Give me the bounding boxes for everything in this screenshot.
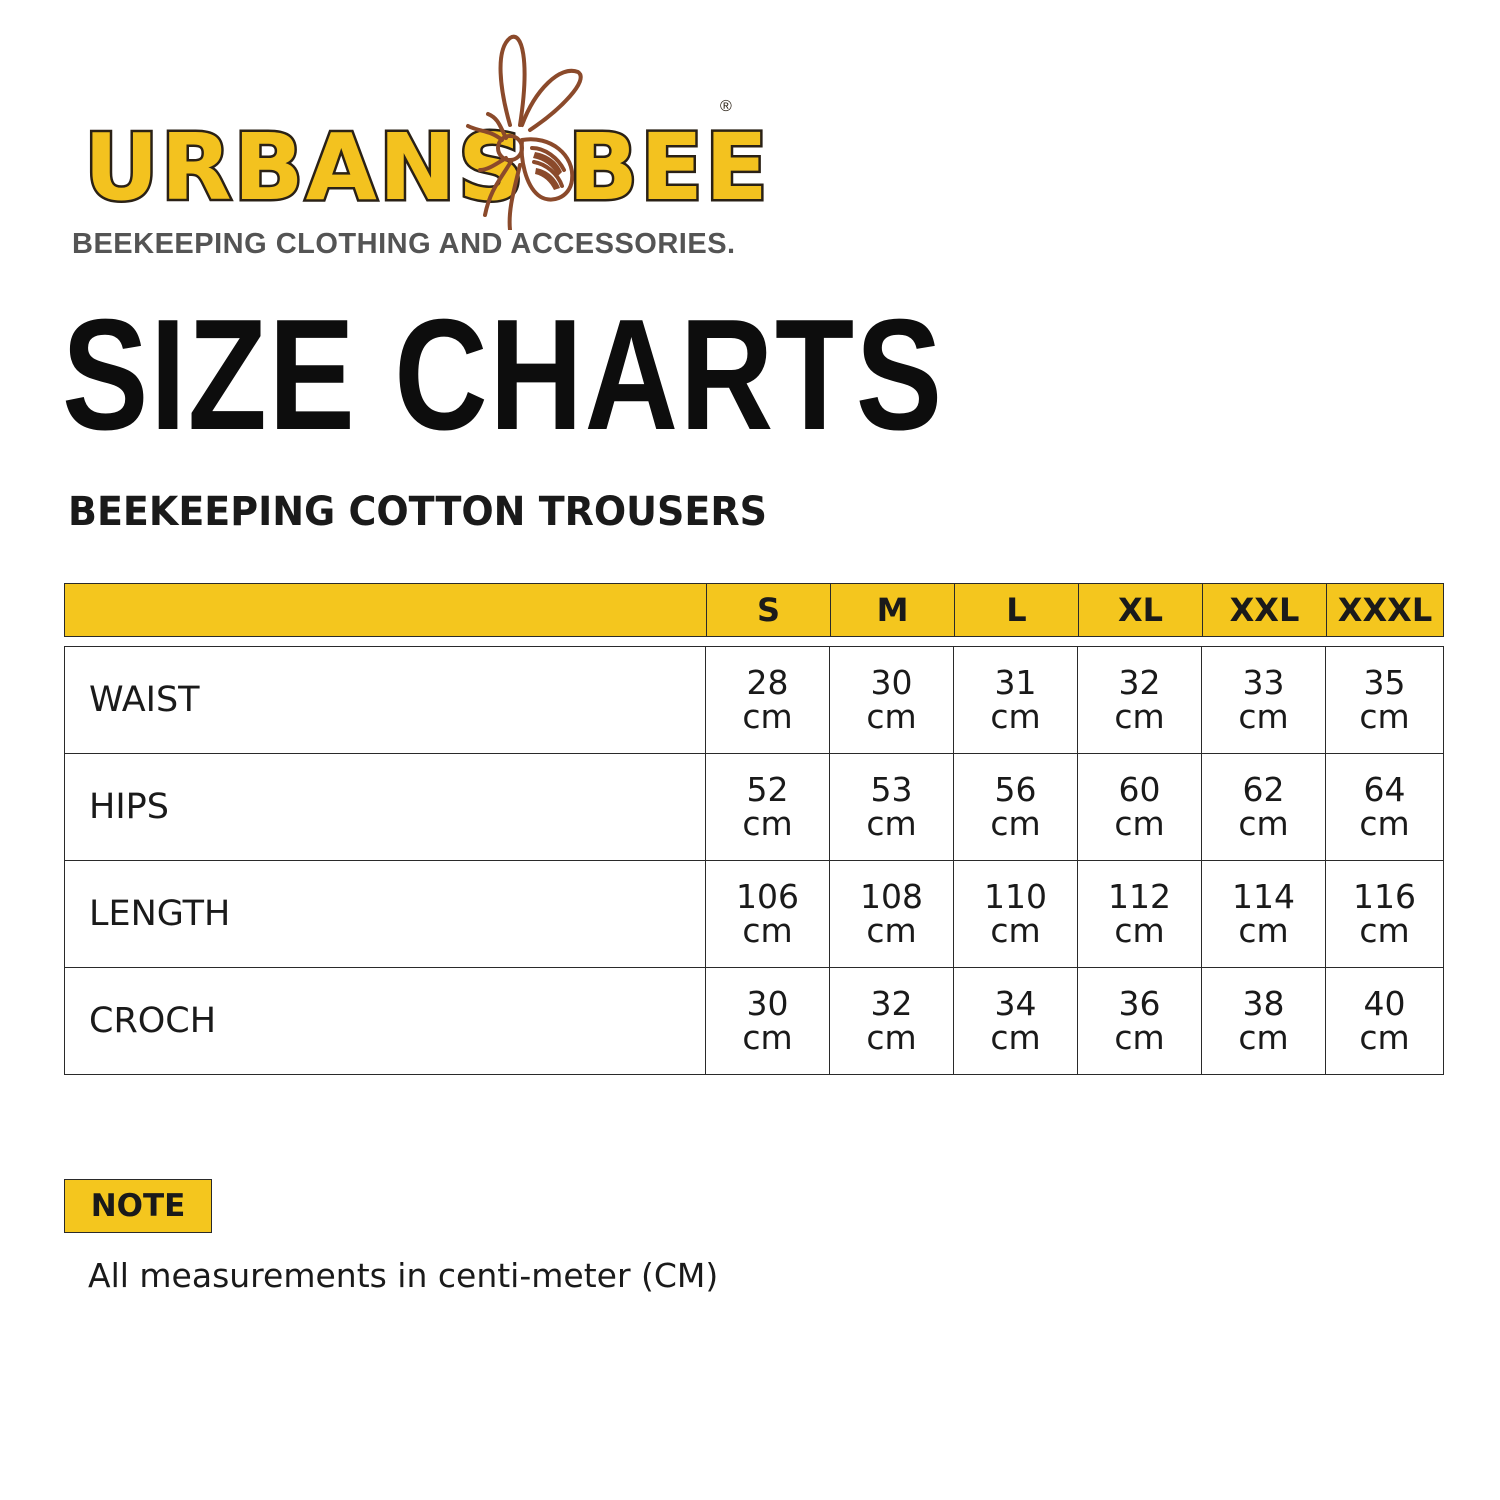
note-text: All measurements in centi-meter (CM) bbox=[88, 1256, 719, 1295]
table-cell bbox=[830, 754, 954, 860]
cell-value: 40 bbox=[1363, 984, 1406, 1023]
cell-unit: cm bbox=[742, 804, 793, 843]
size-header-m: M bbox=[831, 584, 955, 636]
registered-mark: ® bbox=[720, 98, 732, 115]
cell-unit: cm bbox=[1359, 804, 1410, 843]
size-header-s: S bbox=[707, 584, 831, 636]
cell-value: 60 bbox=[1118, 770, 1161, 809]
cell-value: 106 bbox=[736, 877, 799, 916]
table-cell bbox=[1326, 861, 1443, 967]
cell-unit: cm bbox=[990, 911, 1041, 950]
table-cell bbox=[1202, 647, 1326, 753]
table-cell bbox=[1078, 647, 1202, 753]
table-cell bbox=[954, 968, 1078, 1074]
cell-unit: cm bbox=[990, 1018, 1041, 1057]
table-cell bbox=[830, 861, 954, 967]
table-cell bbox=[830, 647, 954, 753]
header-empty-cell bbox=[65, 584, 707, 636]
logo-tagline: BEEKEEPING CLOTHING AND ACCESSORIES. bbox=[72, 228, 736, 260]
cell-unit: cm bbox=[1238, 804, 1289, 843]
size-header-row bbox=[64, 583, 1444, 637]
cell-value: 36 bbox=[1118, 984, 1161, 1023]
cell-value: 33 bbox=[1242, 663, 1285, 702]
size-header-l: L bbox=[955, 584, 1079, 636]
cell-value: 28 bbox=[746, 663, 789, 702]
cell-value: 116 bbox=[1353, 877, 1416, 916]
cell-unit: cm bbox=[742, 1018, 793, 1057]
table-cell bbox=[706, 861, 830, 967]
cell-unit: cm bbox=[742, 911, 793, 950]
note-badge: NOTE bbox=[64, 1179, 212, 1233]
cell-unit: cm bbox=[1359, 911, 1410, 950]
size-table bbox=[64, 646, 1444, 1075]
table-cell bbox=[706, 647, 830, 753]
table-cell bbox=[954, 861, 1078, 967]
cell-unit: cm bbox=[1359, 697, 1410, 736]
cell-value: 32 bbox=[1118, 663, 1161, 702]
cell-unit: cm bbox=[1114, 1018, 1165, 1057]
cell-value: 31 bbox=[994, 663, 1037, 702]
cell-unit: cm bbox=[1238, 697, 1289, 736]
product-subtitle: BEEKEEPING COTTON TROUSERS bbox=[68, 489, 767, 535]
cell-unit: cm bbox=[1114, 697, 1165, 736]
cell-value: 108 bbox=[860, 877, 923, 916]
table-cell bbox=[1202, 754, 1326, 860]
cell-value: 110 bbox=[984, 877, 1047, 916]
page-title: SIZE CHARTS bbox=[62, 287, 944, 463]
table-row-length bbox=[65, 861, 1443, 968]
table-cell bbox=[706, 968, 830, 1074]
row-label: HIPS bbox=[65, 754, 706, 860]
cell-value: 112 bbox=[1108, 877, 1171, 916]
cell-unit: cm bbox=[1238, 911, 1289, 950]
table-row-croch bbox=[65, 968, 1443, 1074]
table-cell bbox=[1078, 861, 1202, 967]
cell-value: 64 bbox=[1363, 770, 1406, 809]
cell-value: 62 bbox=[1242, 770, 1285, 809]
table-cell bbox=[706, 754, 830, 860]
cell-unit: cm bbox=[866, 1018, 917, 1057]
cell-unit: cm bbox=[866, 911, 917, 950]
cell-value: 35 bbox=[1363, 663, 1406, 702]
size-header-xxxl: XXXL bbox=[1337, 591, 1433, 629]
table-row-waist bbox=[65, 647, 1443, 754]
table-cell bbox=[1078, 968, 1202, 1074]
cell-unit: cm bbox=[866, 804, 917, 843]
cell-unit: cm bbox=[1114, 911, 1165, 950]
table-cell bbox=[1202, 861, 1326, 967]
cell-value: 52 bbox=[746, 770, 789, 809]
logo-word-urbans: URBANS bbox=[84, 114, 527, 221]
table-cell bbox=[954, 647, 1078, 753]
cell-unit: cm bbox=[1238, 1018, 1289, 1057]
cell-value: 38 bbox=[1242, 984, 1285, 1023]
logo-word-bee: BEE bbox=[568, 114, 770, 221]
size-header-xxl: XXL bbox=[1203, 584, 1327, 636]
table-cell bbox=[1078, 754, 1202, 860]
table-cell bbox=[830, 968, 954, 1074]
cell-unit: cm bbox=[742, 697, 793, 736]
cell-value: 30 bbox=[870, 663, 913, 702]
cell-value: 30 bbox=[746, 984, 789, 1023]
row-label: CROCH bbox=[65, 968, 706, 1074]
cell-unit: cm bbox=[990, 804, 1041, 843]
row-label: WAIST bbox=[65, 647, 706, 753]
size-header-xl: XL bbox=[1079, 584, 1203, 636]
row-label: LENGTH bbox=[65, 861, 706, 967]
table-cell bbox=[954, 754, 1078, 860]
table-cell bbox=[1326, 968, 1443, 1074]
brand-logo bbox=[60, 30, 780, 280]
cell-unit: cm bbox=[1359, 1018, 1410, 1057]
table-cell bbox=[1326, 754, 1443, 860]
cell-value: 114 bbox=[1232, 877, 1295, 916]
cell-unit: cm bbox=[1114, 804, 1165, 843]
table-cell bbox=[1202, 968, 1326, 1074]
cell-value: 34 bbox=[994, 984, 1037, 1023]
table-cell bbox=[1326, 647, 1443, 753]
cell-value: 53 bbox=[870, 770, 913, 809]
table-row-hips bbox=[65, 754, 1443, 861]
cell-unit: cm bbox=[990, 697, 1041, 736]
cell-unit: cm bbox=[866, 697, 917, 736]
cell-value: 56 bbox=[994, 770, 1037, 809]
cell-value: 32 bbox=[870, 984, 913, 1023]
